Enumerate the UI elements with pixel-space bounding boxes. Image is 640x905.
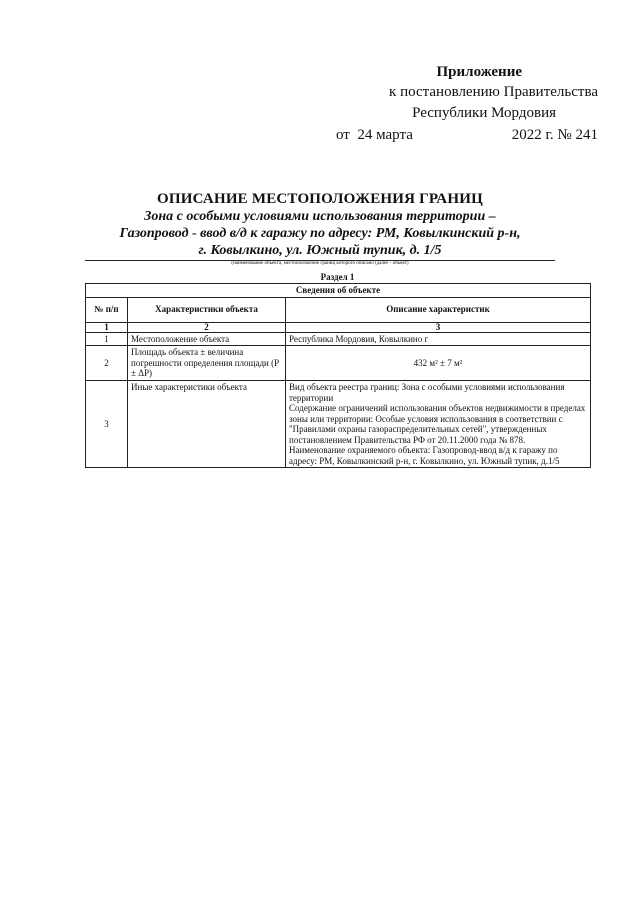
appendix-line-decree: к постановлению Правительства — [389, 84, 598, 100]
document-title-block — [85, 190, 555, 267]
index-cell: 1 — [86, 322, 128, 332]
row-number: 1 — [86, 332, 128, 346]
row-description: Республика Мордовия, Ковылкино г — [286, 332, 591, 346]
row-number: 3 — [86, 381, 128, 468]
table-row — [86, 381, 591, 468]
table-header-row — [86, 297, 591, 322]
appendix-date-line — [336, 124, 598, 146]
table-caption: Сведения об объекте — [86, 284, 591, 298]
document-subtitle-line-2: Газопровод - ввод в/д к гаражу по адресу: РМ, Ковылкинский р-н, — [119, 226, 521, 241]
row-characteristic: Площадь объекта ± величина погрешности определения площади (P ± ΔP) — [128, 346, 286, 381]
table-caption-row — [86, 284, 591, 298]
appendix-year-number: 2022 г. № 241 — [511, 127, 598, 143]
header-description: Описание характеристик — [286, 297, 591, 322]
description-paragraph: Наименование охраняемого объекта: Газопровод-ввод в/д к гаражу по адресу: РМ, Ковылкинский р-н, г. Ковылкино, ул. Южный тупик, д.1/5 — [289, 445, 560, 466]
document-subtitle-line-1: Зона с особыми условиями использования территории – — [144, 209, 496, 224]
description-paragraph: Содержание ограничений использования объектов недвижимости в пределах зоны или территории: Особые условия использования в соответствии с "Правилами охраны газораспределительных сетей", утвержденных постановлением Правительства РФ от 20.11.2000 года № 878. — [289, 403, 586, 445]
row-number: 2 — [86, 346, 128, 381]
header-number: № п/п — [86, 297, 128, 322]
index-cell: 2 — [128, 322, 286, 332]
document-title: ОПИСАНИЕ МЕСТОПОЛОЖЕНИЯ ГРАНИЦ — [157, 191, 483, 207]
table-index-row — [86, 322, 591, 332]
row-characteristic: Местоположение объекта — [128, 332, 286, 346]
header-characteristic: Характеристики объекта — [128, 297, 286, 322]
section-title: Раздел 1 — [320, 272, 355, 282]
index-cell: 3 — [286, 322, 591, 332]
appendix-line-republic: Республики Мордовия — [412, 105, 556, 121]
table-row — [86, 332, 591, 346]
appendix-title: Приложение — [436, 64, 522, 80]
title-footnote: (наименование объекта, местоположение границ которого описано (далее - объект) — [231, 261, 409, 266]
appendix-date: от 24 марта — [336, 127, 413, 143]
row-description — [286, 381, 591, 468]
object-info-table — [85, 283, 591, 468]
table-row — [86, 346, 591, 381]
row-description: 432 м² ± 7 м² — [286, 346, 591, 381]
row-characteristic: Иные характеристики объекта — [128, 381, 286, 468]
description-paragraph: Вид объекта реестра границ: Зона с особыми условиями использования территории — [289, 382, 565, 403]
appendix-header — [298, 62, 598, 146]
document-subtitle-line-3: г. Ковылкино, ул. Южный тупик, д. 1/5 — [198, 243, 442, 258]
